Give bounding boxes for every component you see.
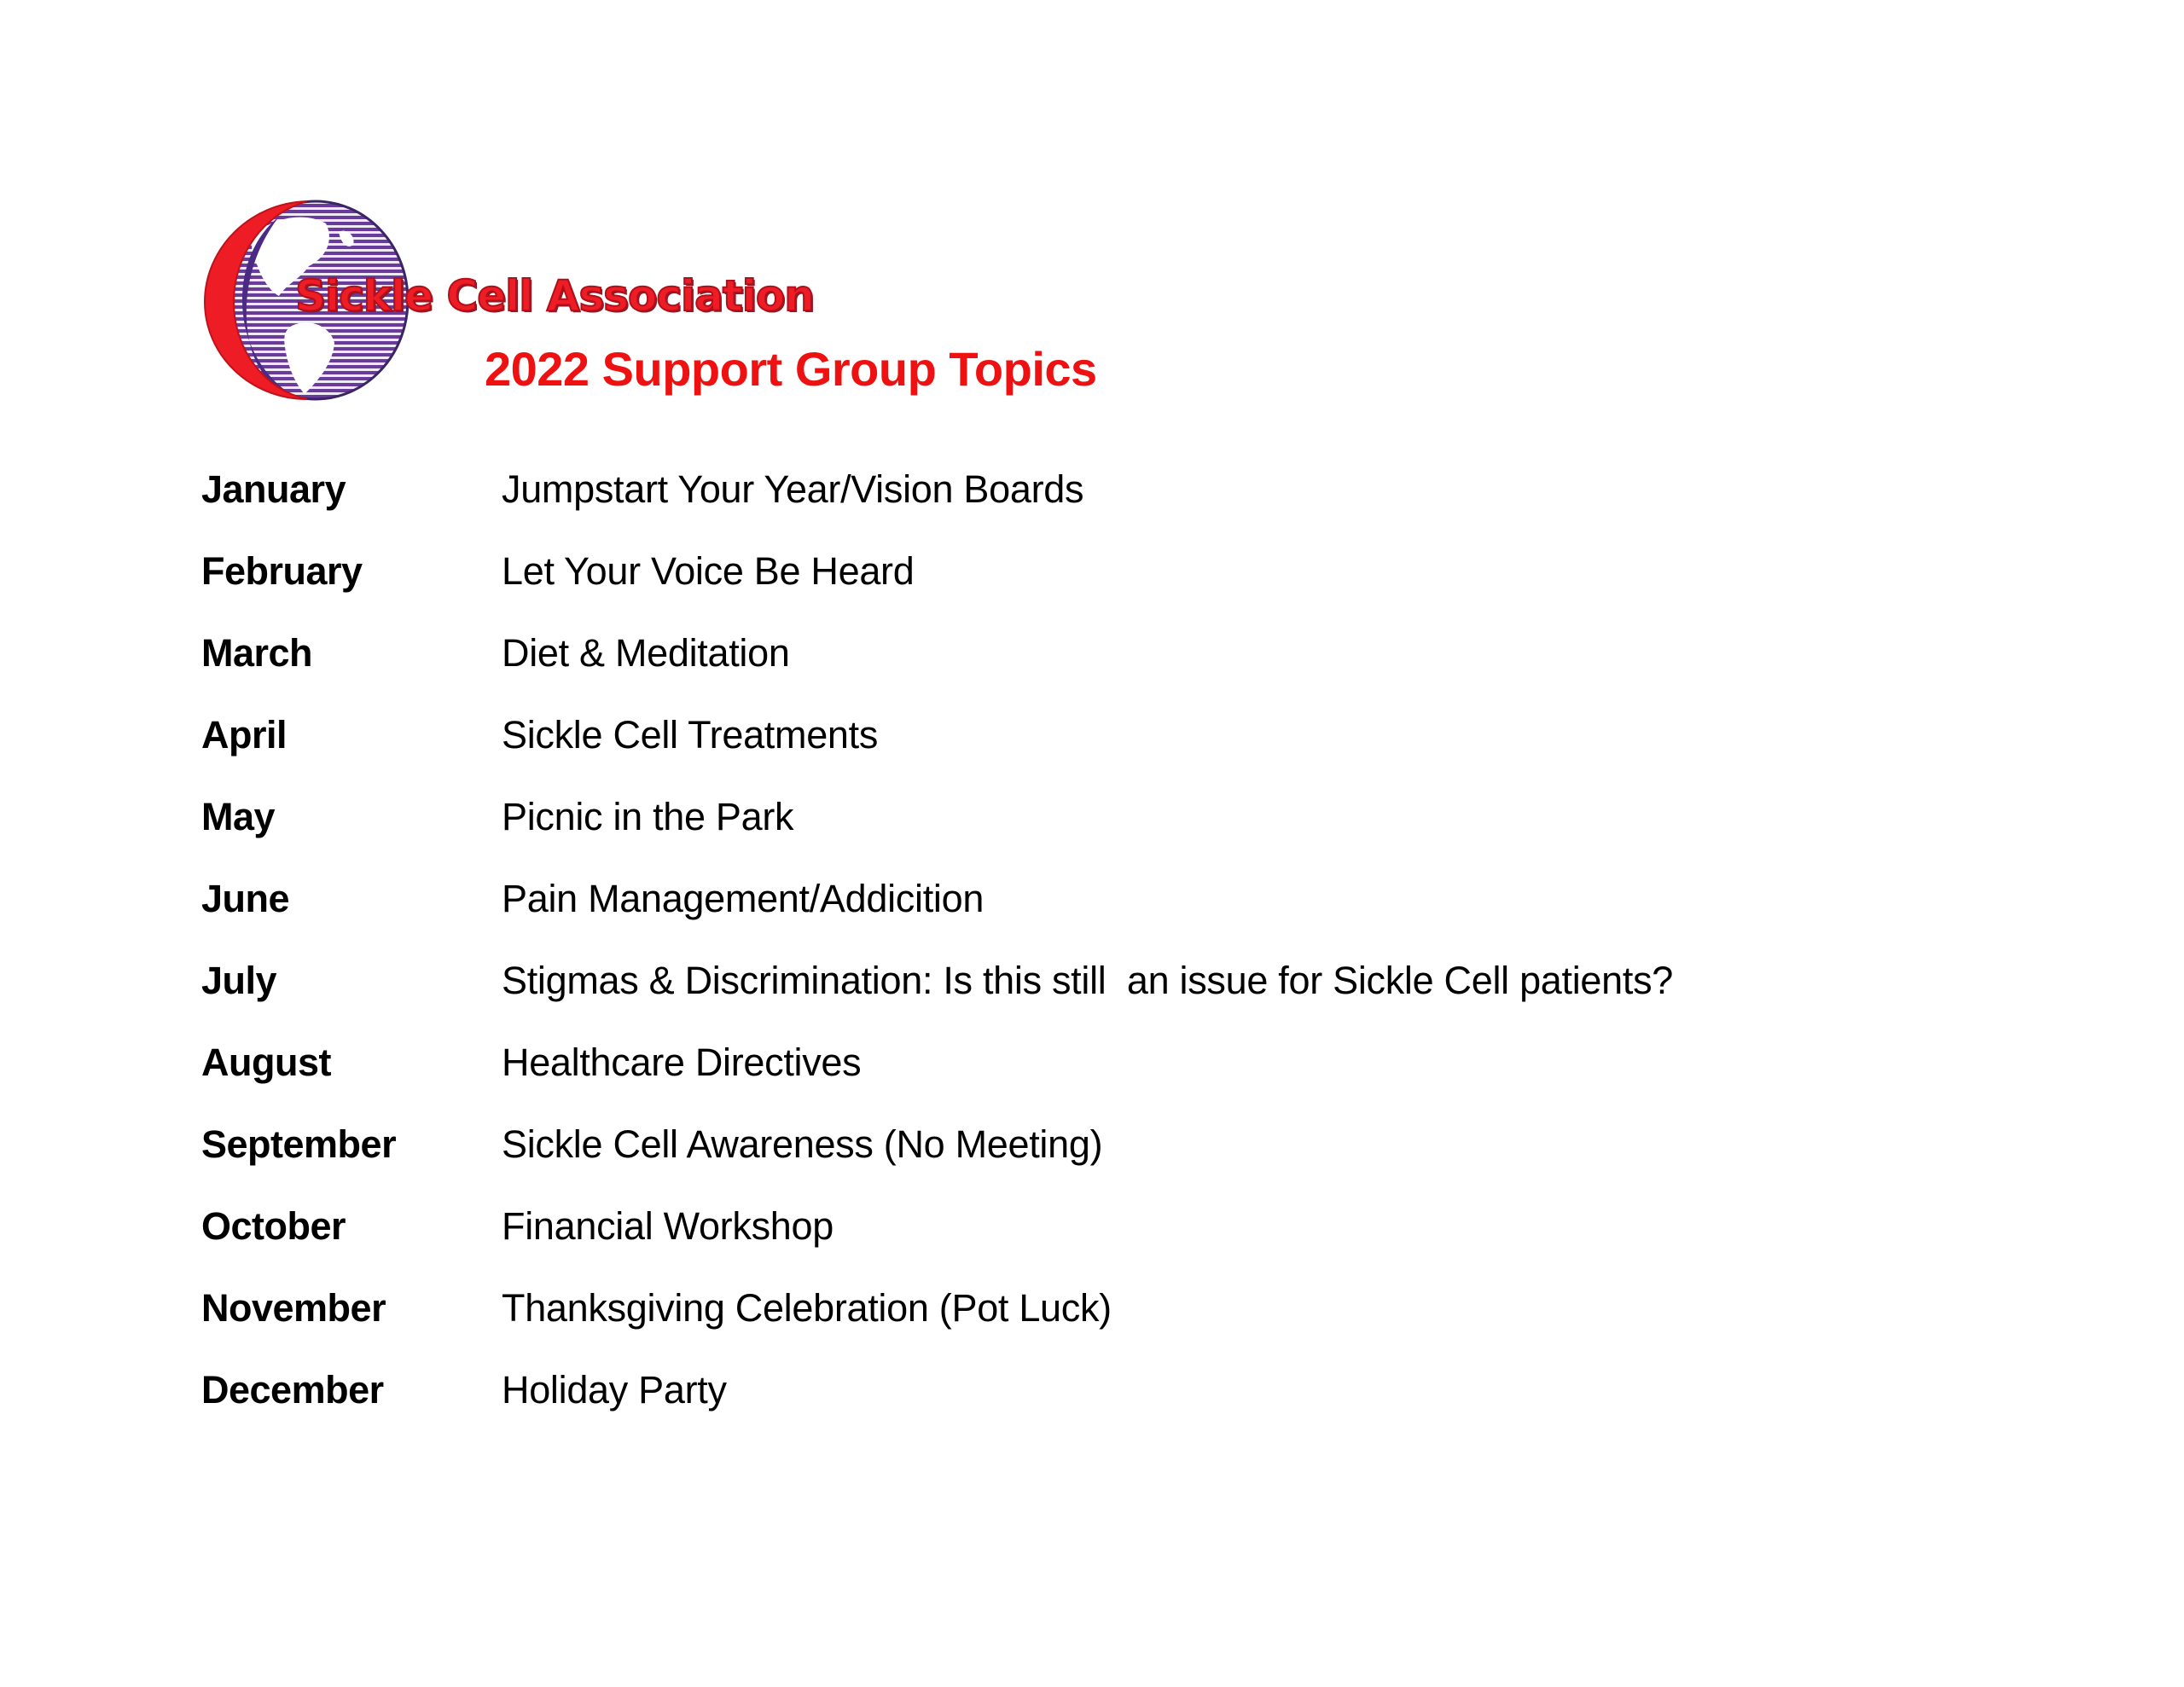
topic-text: Healthcare Directives xyxy=(502,1041,862,1084)
topic-text: Sickle Cell Awareness (No Meeting) xyxy=(502,1122,1103,1166)
topic-text: Holiday Party xyxy=(502,1368,727,1412)
topic-text: Financial Workshop xyxy=(502,1204,834,1248)
month-label: February xyxy=(201,549,363,593)
month-label: June xyxy=(201,877,290,920)
topic-text: Diet & Meditation xyxy=(502,631,790,675)
month-label: August xyxy=(201,1041,331,1084)
month-label: January xyxy=(201,467,346,511)
month-label: October xyxy=(201,1204,346,1248)
month-label: September xyxy=(201,1122,397,1166)
month-label: March xyxy=(201,631,313,675)
organization-name: Sickle Cell Association xyxy=(295,271,814,321)
topic-text: Pain Management/Addicition xyxy=(502,877,985,920)
month-label: December xyxy=(201,1368,384,1412)
topic-text: Thanksgiving Celebration (Pot Luck) xyxy=(502,1286,1112,1330)
topic-text: Picnic in the Park xyxy=(502,795,794,838)
month-label: November xyxy=(201,1286,386,1330)
month-label: April xyxy=(201,713,288,757)
topic-text: Let Your Voice Be Heard xyxy=(502,549,915,593)
document-title: 2022 Support Group Topics xyxy=(485,342,1097,396)
month-label: May xyxy=(201,795,276,838)
topic-text: Jumpstart Your Year/Vision Boards xyxy=(502,467,1084,511)
topic-text: Stigmas & Discrimination: Is this still an issue for Sickle Cell patients? xyxy=(502,959,1674,1002)
topic-text: Sickle Cell Treatments xyxy=(502,713,879,757)
month-label: July xyxy=(201,959,277,1002)
